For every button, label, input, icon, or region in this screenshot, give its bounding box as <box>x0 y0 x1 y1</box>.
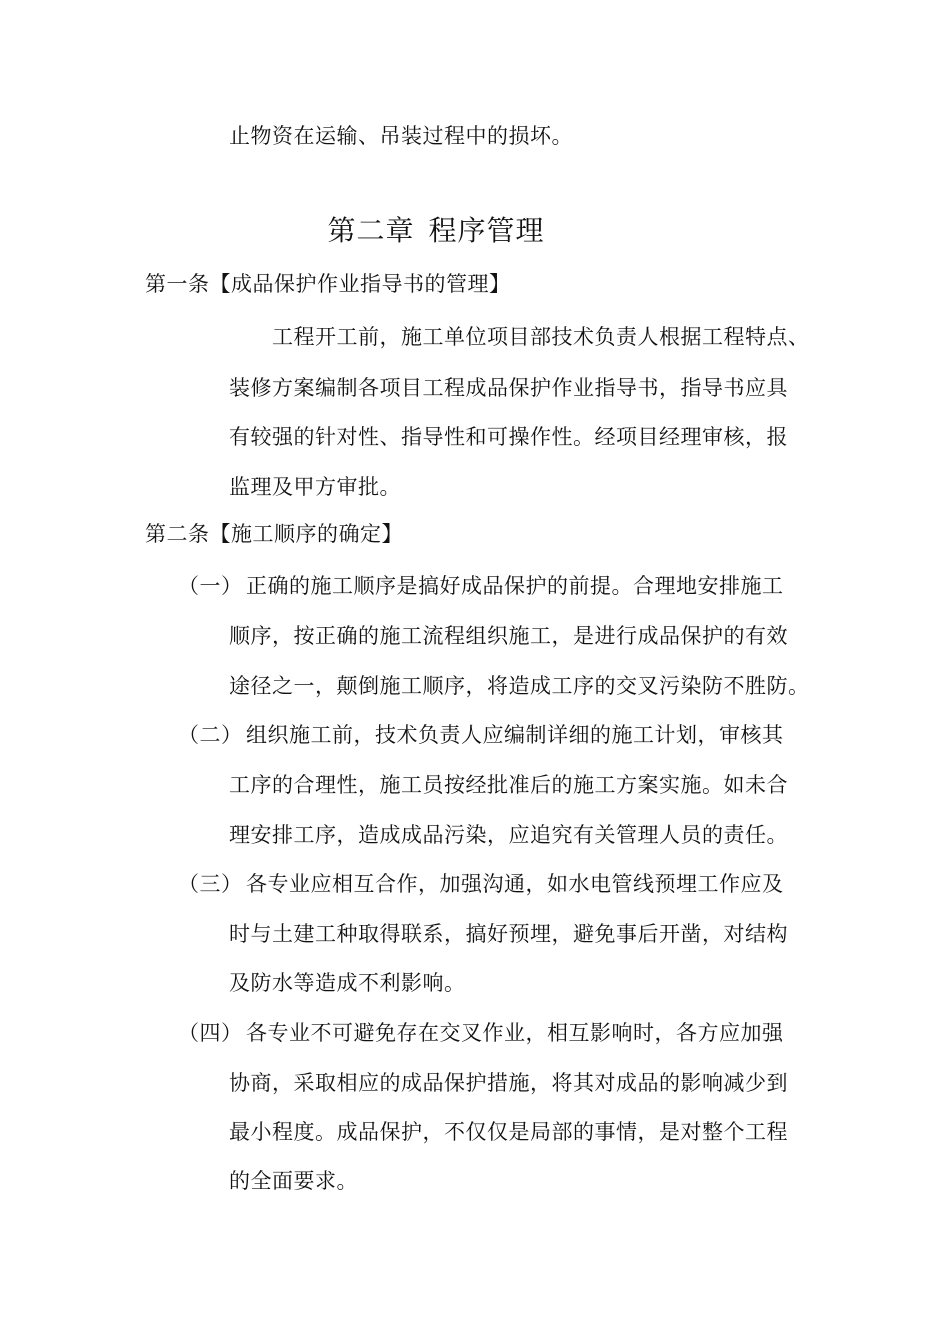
item-4-line-2: 协商，采取相应的成品保护措施，将其对成品的影响减少到 <box>229 1071 788 1095</box>
chapter-title: 程序管理 <box>428 214 545 247</box>
chapter-number: 第二章 <box>327 214 415 247</box>
continuation-line: 止物资在运输、吊装过程中的损坏。 <box>229 124 573 148</box>
item-1-marker: （一） <box>178 574 243 598</box>
item-3-line-3: 及防水等造成不利影响。 <box>229 971 466 995</box>
item-3-marker: （三） <box>178 872 243 896</box>
item-2-marker: （二） <box>178 723 243 747</box>
item-1-line-3: 途径之一，颠倒施工顺序，将造成工序的交叉污染防不胜防。 <box>229 674 810 698</box>
item-2-line-2: 工序的合理性，施工员按经批准后的施工方案实施。如未合 <box>229 773 788 797</box>
item-4-line-1: 各专业不可避免存在交叉作业，相互影响时，各方应加强 <box>246 1021 784 1045</box>
chapter-heading <box>0 212 872 250</box>
item-2-line-1: 组织施工前，技术负责人应编制详细的施工计划，审核其 <box>246 723 784 747</box>
item-4-marker: （四） <box>178 1021 243 1045</box>
item-1-line-2: 顺序，按正确的施工流程组织施工，是进行成品保护的有效 <box>229 624 788 648</box>
item-4-line-4: 的全面要求。 <box>229 1169 358 1193</box>
article-1-heading: 第一条【成品保护作业指导书的管理】 <box>145 272 511 296</box>
article-1-line-3: 有较强的针对性、指导性和可操作性。经项目经理审核，报 <box>229 425 788 449</box>
item-4-line-3: 最小程度。成品保护，不仅仅是局部的事情，是对整个工程 <box>229 1120 788 1144</box>
article-1-line-2: 装修方案编制各项目工程成品保护作业指导书，指导书应具 <box>229 376 788 400</box>
item-2-line-3: 理安排工序，造成成品污染，应追究有关管理人员的责任。 <box>229 823 788 847</box>
item-1-line-1: 正确的施工顺序是搞好成品保护的前提。合理地安排施工 <box>246 574 784 598</box>
article-2-heading: 第二条【施工顺序的确定】 <box>145 522 403 546</box>
item-3-line-1: 各专业应相互合作，加强沟通，如水电管线预埋工作应及 <box>246 872 784 896</box>
article-1-line-1: 工程开工前，施工单位项目部技术负责人根据工程特点、 <box>272 325 810 349</box>
article-1-line-4: 监理及甲方审批。 <box>229 475 401 499</box>
item-3-line-2: 时与土建工种取得联系，搞好预埋，避免事后开凿，对结构 <box>229 922 788 946</box>
